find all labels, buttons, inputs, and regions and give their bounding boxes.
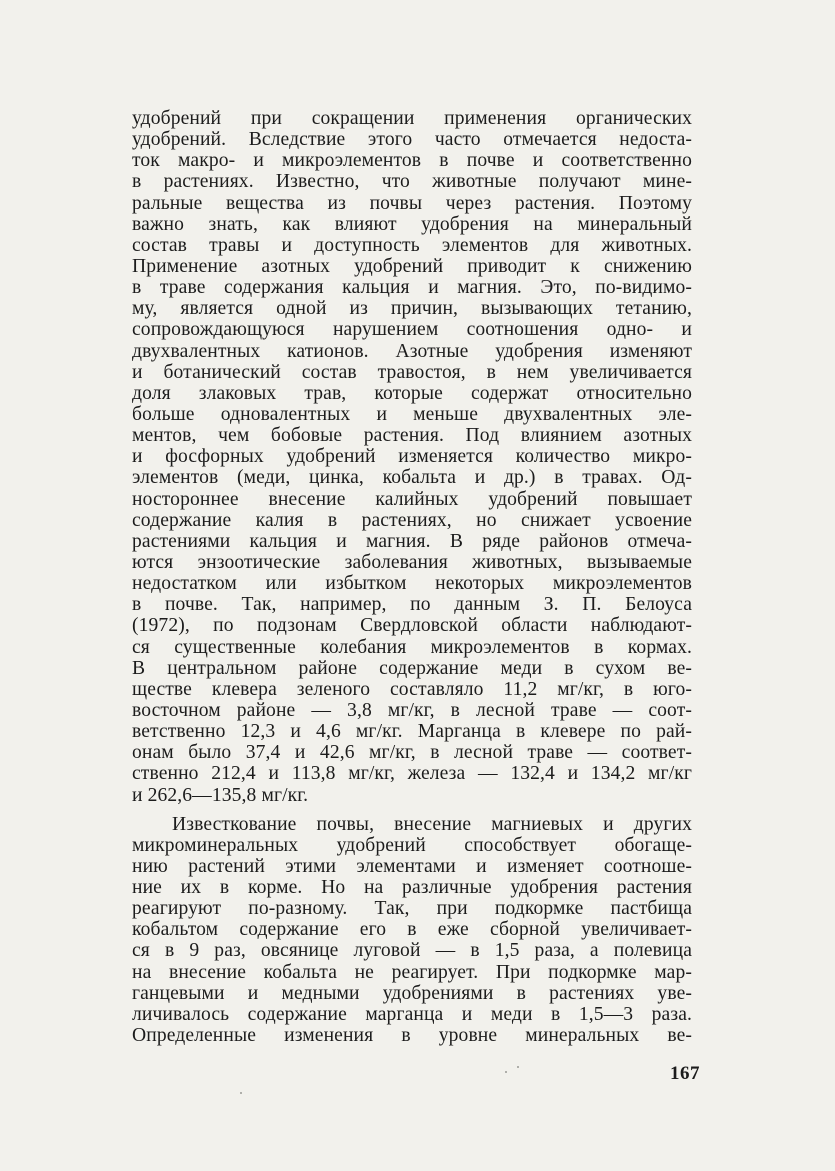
text-line: двухвалентных катионов. Азотные удобрения изменяют: [132, 340, 692, 362]
text-line: му, является одной из причин, вызывающих тетанию,: [132, 298, 692, 320]
text-line: и фосфорных удобрений изменяется количество микро-: [132, 446, 692, 468]
text-line: ются энзоотические заболевания животных, вызываемые: [132, 551, 692, 573]
text-line: Определенные изменения в уровне минеральных ве-: [132, 1025, 692, 1047]
text-line: личивалось содержание марганца и меди в 1,5—3 раза.: [132, 1003, 692, 1025]
print-speck: [240, 1092, 242, 1094]
text-line: нию растений этими элементами и изменяет соотноше-: [132, 855, 692, 877]
text-line: в растениях. Известно, что животные получают мине-: [132, 171, 692, 193]
print-speck: [505, 1071, 507, 1073]
text-line: Известкование почвы, внесение магниевых и других: [172, 813, 692, 835]
text-line: Применение азотных удобрений приводит к снижению: [132, 255, 692, 277]
text-line: ностороннее внесение калийных удобрений повышает: [132, 488, 692, 510]
text-line: удобрений при сокращении применения органических: [132, 108, 692, 129]
text-line: на внесение кобальта не реагирует. При подкормке мар-: [132, 961, 692, 983]
text-line: восточном районе — 3,8 мг/кг, в лесной траве — соот-: [132, 699, 692, 721]
text-line: (1972), по подзонам Свердловской области наблюдают-: [132, 615, 692, 637]
text-line: важно знать, как влияют удобрения на минеральный: [132, 213, 692, 235]
body-text: [132, 108, 692, 1046]
text-line: ществе клевера зеленого составляло 11,2 мг/кг, в юго-: [132, 678, 692, 700]
text-line: микроминеральных удобрений способствует обогаще-: [132, 834, 692, 856]
text-line: ментов, чем бобовые растения. Под влиянием азотных: [132, 425, 692, 447]
text-line: ток макро- и микроэлементов в почве и соответственно: [132, 150, 692, 172]
text-line: ся существенные колебания микроэлементов в кормах.: [132, 636, 692, 658]
text-line: элементов (меди, цинка, кобальта и др.) в травах. Од-: [132, 467, 692, 489]
text-line: растениями кальция и магния. В ряде районов отмеча-: [132, 530, 692, 552]
text-line: ся в 9 раз, овсянице луговой — в 1,5 раза, а полевица: [132, 940, 692, 962]
print-speck: [517, 1066, 519, 1068]
text-line: в почве. Так, например, по данным З. П. Белоуса: [132, 594, 692, 616]
text-line: и 262,6—135,8 мг/кг.: [132, 784, 309, 806]
text-line: ганцевыми и медными удобрениями в растениях уве-: [132, 982, 692, 1004]
text-line: состав травы и доступность элементов для животных.: [132, 234, 692, 256]
paragraph-gap: [132, 806, 692, 814]
text-line: ние их в корме. Но на различные удобрения растения: [132, 877, 692, 899]
paragraph: [132, 108, 692, 806]
text-line: ральные вещества из почвы через растения. Поэтому: [132, 192, 692, 214]
paragraph: [132, 814, 692, 1047]
page-number: 167: [670, 1063, 700, 1084]
text-line: содержание калия в растениях, но снижает усвоение: [132, 509, 692, 531]
text-line: ственно 212,4 и 113,8 мг/кг, железа — 132,4 и 134,2 мг/кг: [132, 763, 692, 785]
text-line: ветственно 12,3 и 4,6 мг/кг. Марганца в клевере по рай-: [132, 721, 692, 743]
text-line: удобрений. Вследствие этого часто отмечается недоста-: [132, 129, 692, 151]
text-line: кобальтом содержание его в еже сборной увеличивает-: [132, 919, 692, 941]
text-line: онам было 37,4 и 42,6 мг/кг, в лесной траве — соответ-: [132, 742, 692, 764]
text-line: доля злаковых трав, которые содержат относительно: [132, 382, 692, 404]
text-line: В центральном районе содержание меди в сухом ве-: [132, 657, 692, 679]
text-line: больше одновалентных и меньше двухвалентных эле-: [132, 403, 692, 425]
text-line: сопровождающуюся нарушением соотношения одно- и: [132, 319, 692, 341]
text-line: недостатком или избытком некоторых микроэлементов: [132, 573, 692, 595]
text-line: реагируют по-разному. Так, при подкормке пастбища: [132, 898, 692, 920]
text-line: в траве содержания кальция и магния. Это, по-видимо-: [132, 277, 692, 299]
text-line: и ботанический состав травостоя, в нем увеличивается: [132, 361, 692, 383]
